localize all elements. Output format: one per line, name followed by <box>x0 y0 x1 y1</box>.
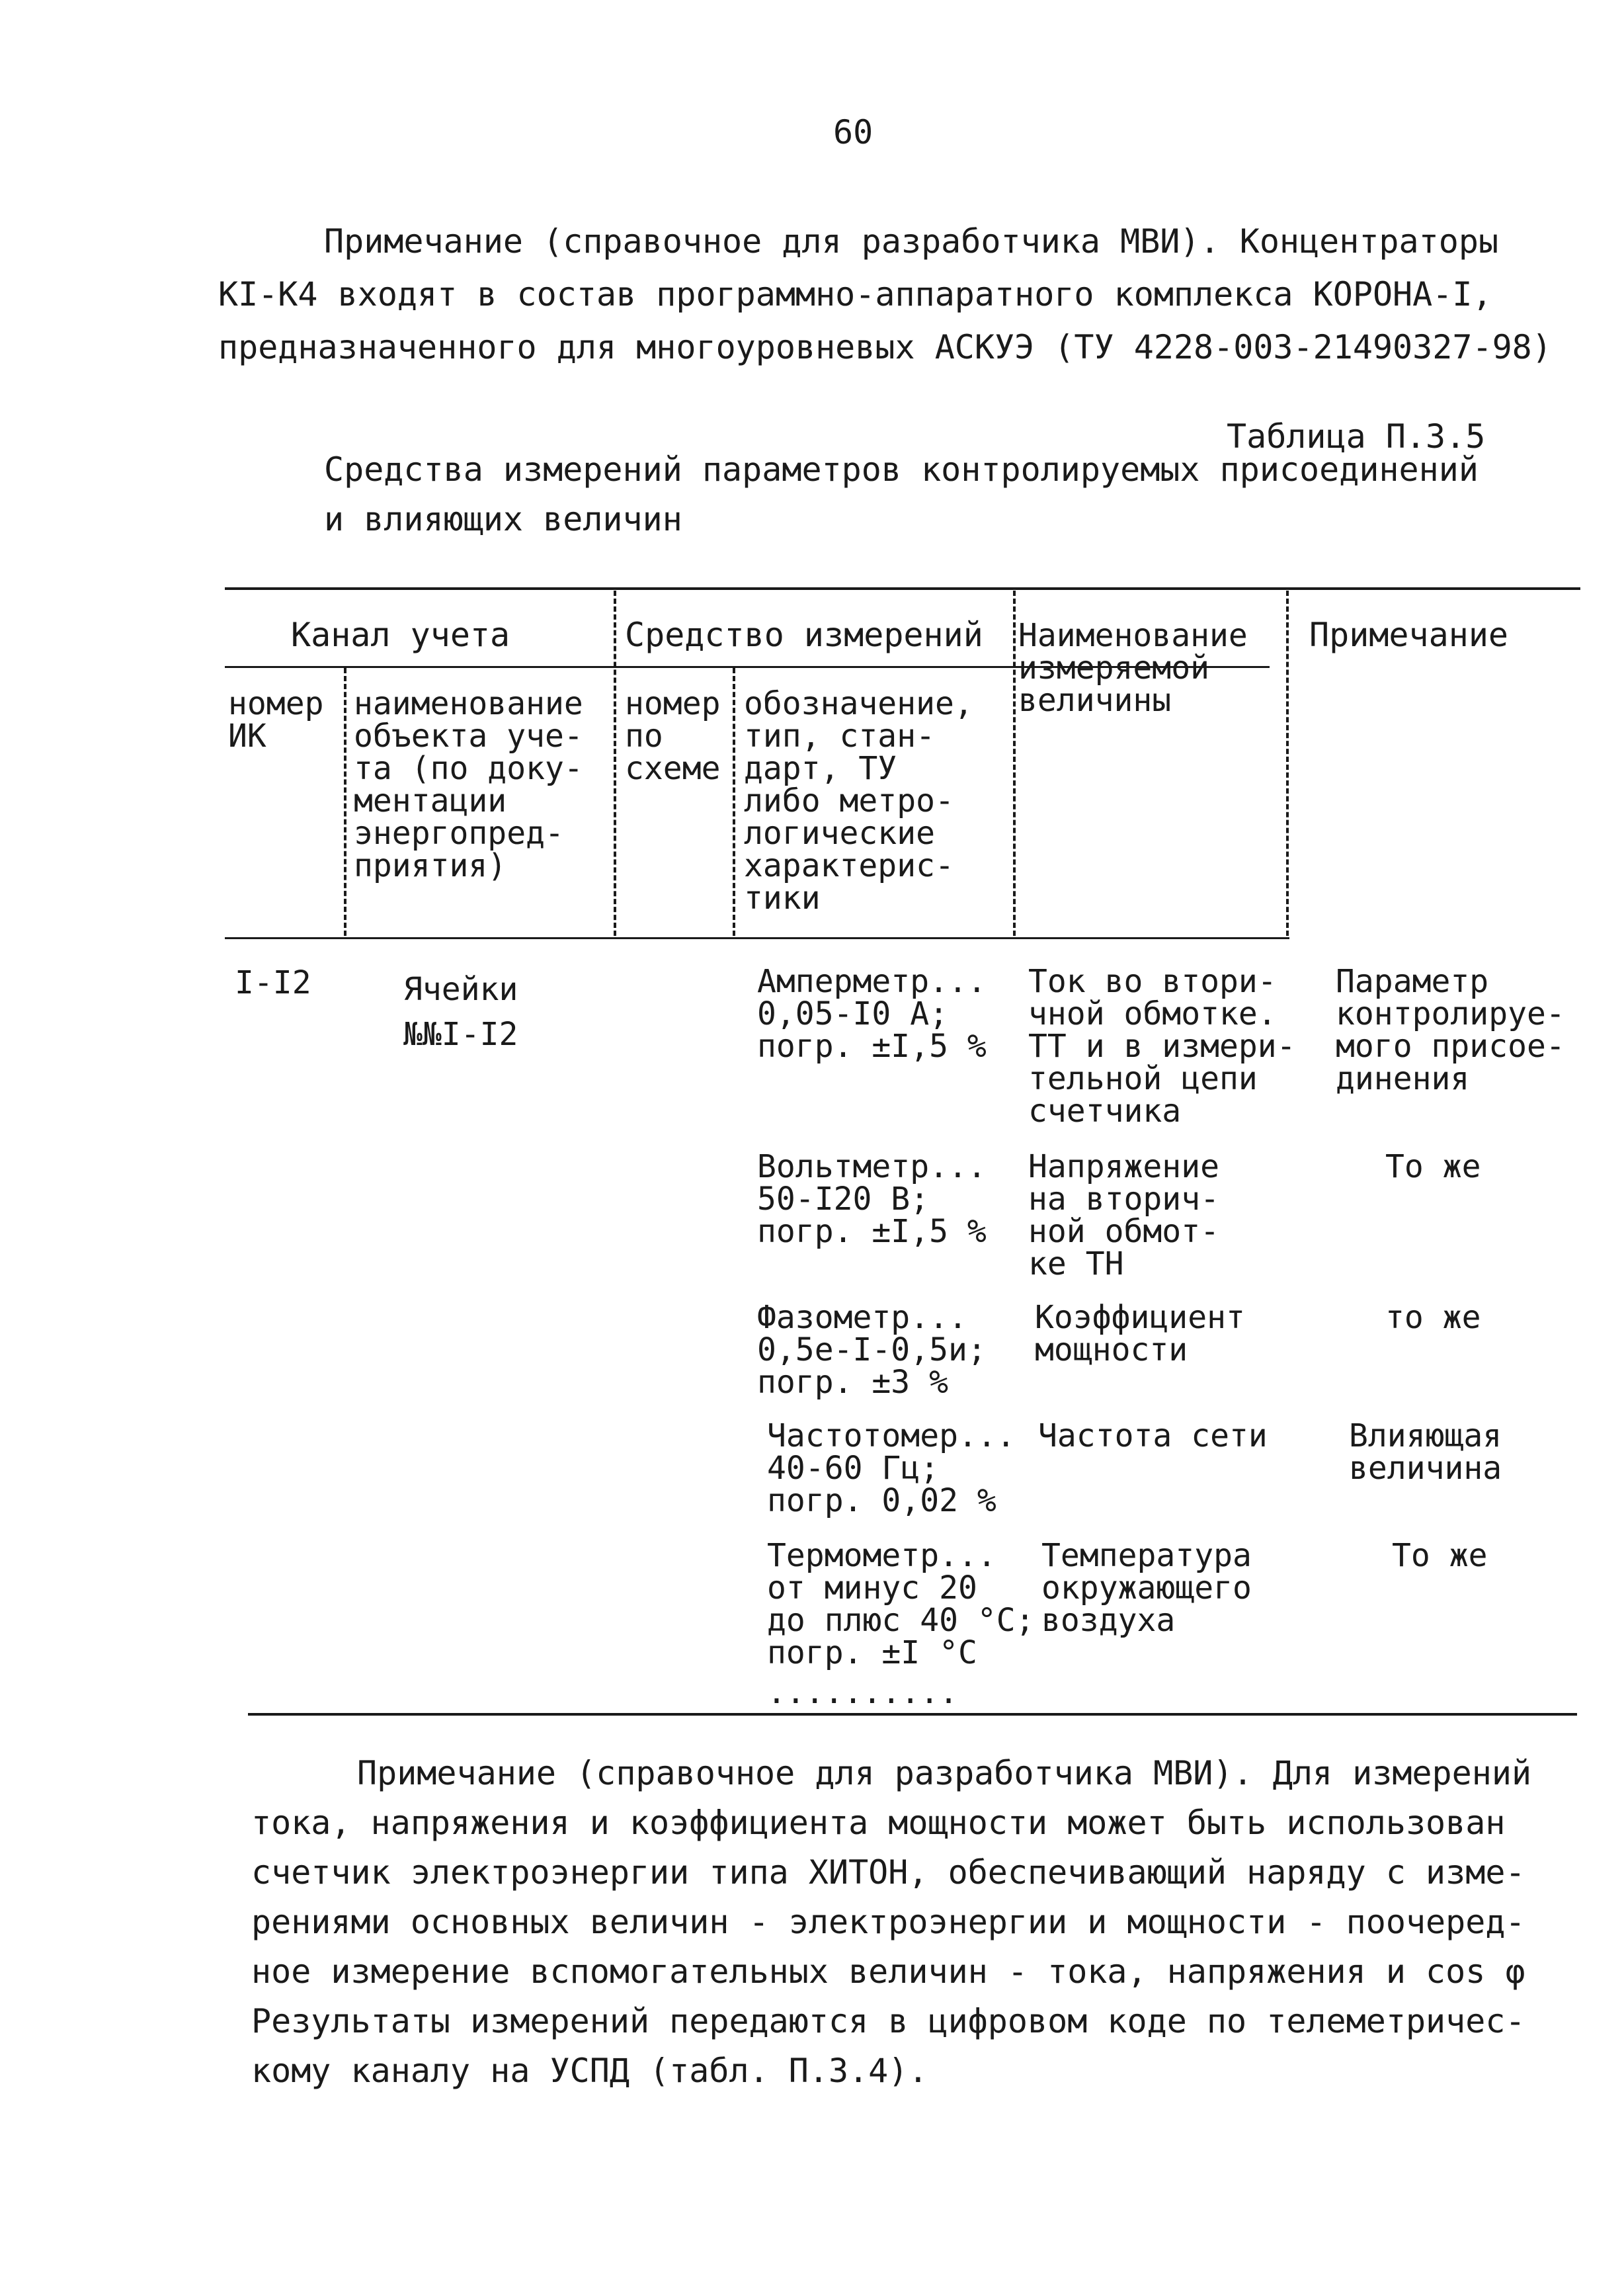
note-top-line: предназначенного для многоуровневых АСКУЭ (ТУ 4228-003-21490327-98) <box>218 328 1552 366</box>
instrument-device: Амперметр... 0,05-I0 А; погр. ±I,5 % <box>757 963 987 1065</box>
instrument-device: Термометр... от минус 20 до плюс 40 °С; погр. ±I °С <box>767 1537 1035 1671</box>
instrument-quantity: Частота сети <box>1038 1417 1268 1454</box>
header-instrument: Средство измерений <box>625 616 983 654</box>
instrument-note: Параметр контролируе- мого присое- динения <box>1336 963 1565 1097</box>
page-number: 60 <box>833 113 873 151</box>
header-scheme-number: номер по схеме <box>625 685 721 787</box>
instrument-note: То же <box>1385 1148 1481 1185</box>
instrument-quantity: Ток во втори- чной обмотке. ТТ и в измери- тельной цепи счетчика <box>1028 963 1296 1130</box>
note-bottom-line: счетчик электроэнергии типа ХИТОН, обеспечивающий наряду с изме- <box>251 1853 1525 1892</box>
instrument-device: Вольтметр... 50-I20 В; погр. ±I,5 % <box>757 1148 987 1250</box>
instrument-quantity: Температура окружающего воздуха <box>1041 1537 1252 1639</box>
instrument-device: Частотомер... 40-60 Гц; погр. 0,02 % <box>767 1417 1016 1519</box>
header-channel: Канал учета <box>291 616 510 654</box>
note-bottom-line: Примечание (справочное для разработчика МВИ). Для измерений <box>357 1754 1532 1792</box>
instrument-note: То же <box>1392 1537 1488 1574</box>
note-bottom-line: кому каналу на УСПД (табл. П.3.4). <box>251 2052 928 2090</box>
row-object: Ячейки №№I-I2 <box>403 971 518 1053</box>
note-bottom-line: тока, напряжения и коэффициента мощности может быть использован <box>251 1804 1506 1842</box>
instrument-note: то же <box>1385 1299 1481 1336</box>
instrument-quantity: Коэффициент мощности <box>1035 1299 1245 1368</box>
row-ik: I-I2 <box>235 964 311 1001</box>
instrument-note: Влияющая величина <box>1349 1417 1502 1487</box>
column-separator <box>1286 591 1289 936</box>
header-ik-number: номер ИК <box>228 685 324 755</box>
instrument-device: Фазометр... 0,5е-I-0,5и; погр. ±3 % <box>757 1299 987 1401</box>
table-title-line: и влияющих величин <box>324 500 682 538</box>
table-ellipsis: .......... <box>767 1674 958 1711</box>
instrument-quantity: Напряжение на вторич- ной обмот- ке ТН <box>1028 1148 1219 1282</box>
column-separator <box>733 668 735 936</box>
table-top-rule <box>225 587 1580 590</box>
note-top-line: Примечание (справочное для разработчика МВИ). Концентраторы <box>324 222 1499 261</box>
note-bottom-line: ное измерение вспомогательных величин - тока, напряжения и cos φ <box>251 1952 1525 1991</box>
header-quantity: Наименование измеряемой величины <box>1018 617 1248 719</box>
column-separator <box>1013 591 1016 936</box>
table-bottom-rule <box>248 1713 1577 1716</box>
table-title-line: Средства измерений параметров контролируемых присоединений <box>324 450 1479 489</box>
header-bottom-rule <box>225 937 1289 939</box>
header-object-name: наименование объекта уче- та (по доку- ментации энергопред- приятия) <box>354 685 583 884</box>
column-separator <box>344 668 346 936</box>
note-bottom-line: Результаты измерений передаются в цифровом коде по телеметричес- <box>251 2002 1525 2040</box>
header-note: Примечание <box>1309 616 1509 654</box>
table-label: Таблица П.3.5 <box>1227 417 1486 456</box>
header-designation: обозначение, тип, стан- дарт, ТУ либо метро- логические характерис- тики <box>744 685 973 917</box>
note-top-line: КI-К4 входят в состав программно-аппаратного комплекса КОРОНА-I, <box>218 275 1492 313</box>
note-bottom-line: рениями основных величин - электроэнергии и мощности - поочеред- <box>251 1903 1525 1941</box>
column-separator <box>614 591 616 936</box>
